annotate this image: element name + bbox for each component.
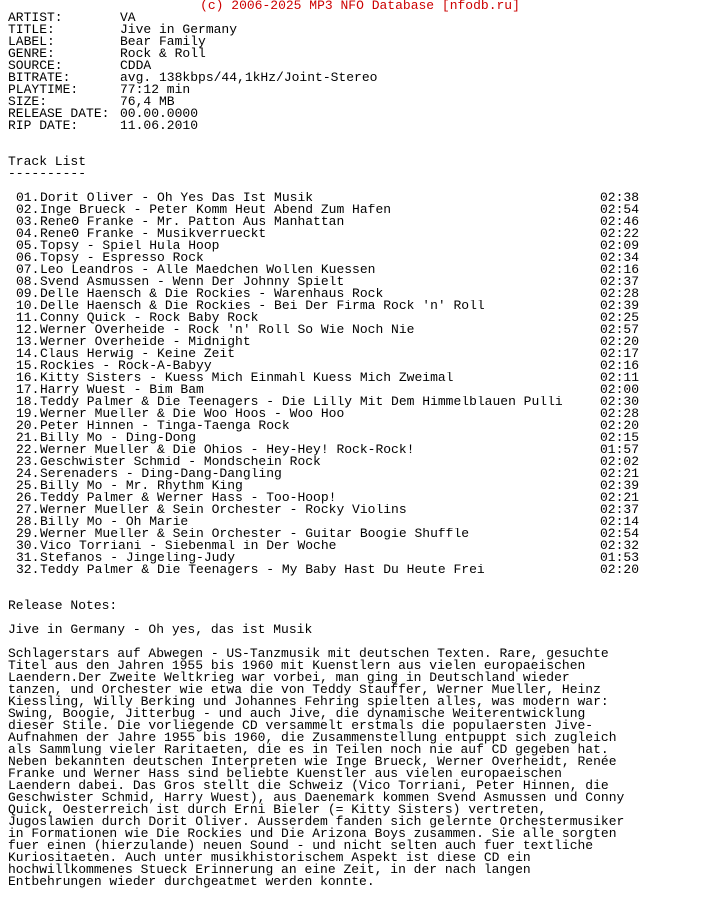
- info-row-release-date: [8, 108, 712, 120]
- track-number: 02.: [16, 202, 40, 217]
- track-row: [16, 192, 656, 204]
- track-title: Werner Mueller & Die Woo Hoos - Woo Hoo: [40, 408, 345, 420]
- track-row: [16, 288, 656, 300]
- track-number: 01.: [16, 190, 40, 205]
- info-row-bitrate: [8, 72, 712, 84]
- track-row: [16, 444, 656, 456]
- track-title: Inge Brueck - Peter Komm Heut Abend Zum Hafen: [40, 204, 392, 216]
- track-title: Claus Herwig - Keine Zeit: [40, 348, 236, 360]
- track-duration: 02:46: [600, 214, 640, 229]
- track-row: [16, 336, 656, 348]
- track-title: Harry Wuest - Bim Bam: [40, 384, 204, 396]
- info-label: GENRE:: [8, 46, 55, 61]
- track-number: 32.: [16, 562, 40, 577]
- release-notes-line: als Sammlung vieler Raritaeten, die es in Teilen noch nie auf CD gegeben hat.: [8, 742, 609, 757]
- info-row-title: [8, 24, 712, 36]
- track-duration: 02:17: [600, 346, 640, 361]
- track-duration: 02:21: [600, 466, 640, 481]
- track-duration: 02:37: [600, 502, 640, 517]
- track-row: [16, 276, 656, 288]
- info-value: Bear Family: [120, 34, 206, 49]
- track-row: [16, 360, 656, 372]
- track-row: [16, 312, 656, 324]
- release-notes-line: Laendern.Der Zweite Weltkrieg war vorbei, man ging in Deutschland wieder: [8, 670, 570, 685]
- track-duration: 02:09: [600, 238, 640, 253]
- track-title: Kitty Sisters - Kuess Mich Einmahl Kuess Mich Zweimal: [40, 372, 454, 384]
- track-row: [16, 552, 656, 564]
- track-title: Billy Mo - Oh Marie: [40, 516, 189, 528]
- track-number: 21.: [16, 430, 40, 445]
- track-duration: 02:20: [600, 562, 640, 577]
- track-title: Werner Mueller & Sein Orchester - Rocky Violins: [40, 504, 407, 516]
- info-label: SOURCE:: [8, 58, 63, 73]
- release-notes-line: in Formationen wie Die Rockies und Die Arizona Boys zusammen. Sie alle sorgten: [8, 826, 617, 841]
- info-value: CDDA: [120, 58, 152, 73]
- track-title: Stefanos - Jingeling-Judy: [40, 552, 236, 564]
- track-number: 03.: [16, 214, 40, 229]
- track-title: Geschwister Schmid - Mondschein Rock: [40, 456, 321, 468]
- track-row: [16, 516, 656, 528]
- info-value: 11.06.2010: [120, 118, 199, 133]
- track-number: 10.: [16, 298, 40, 313]
- track-title: Werner Overheide - Rock 'n' Roll So Wie Noch Nie: [40, 324, 415, 336]
- site-banner: (c) 2006-2025 MP3 NFO Database [nfodb.ru]: [200, 0, 520, 13]
- tracklist-heading: Track List: [8, 154, 87, 169]
- track-number: 05.: [16, 238, 40, 253]
- release-notes-line: dieser Stile. Die vorliegende CD versammelt erstmals die populaersten Jive-: [8, 718, 594, 733]
- track-duration: 02:39: [600, 478, 640, 493]
- release-notes-line: Neben bekannten deutschen Interpreten wie Inge Brueck, Werner Overheidt, Renée: [8, 754, 617, 769]
- track-duration: 02:21: [600, 490, 640, 505]
- track-number: 14.: [16, 346, 40, 361]
- track-number: 08.: [16, 274, 40, 289]
- track-title: Billy Mo - Ding-Dong: [40, 432, 197, 444]
- release-notes-line: hochwillkommenes Stueck Erinnerung an eine Zeit, in der nach langen: [8, 862, 531, 877]
- track-row: [16, 324, 656, 336]
- track-title: ReneΘ Franke - Musikverrueckt: [40, 228, 267, 240]
- track-number: 31.: [16, 550, 40, 565]
- release-notes-line: Quick, Oesterreich ist durch Erni Bieler (= Kitty Sisters) vertreten,: [8, 802, 547, 817]
- info-value: VA: [120, 10, 136, 25]
- track-number: 25.: [16, 478, 40, 493]
- track-title: Werner Mueller & Die Ohios - Hey-Hey! Rock-Rock!: [40, 444, 415, 456]
- track-title: Vico Torriani - Siebenmal in Der Woche: [40, 540, 337, 552]
- track-number: 07.: [16, 262, 40, 277]
- info-row-artist: [8, 12, 712, 24]
- track-duration: 02:14: [600, 514, 640, 529]
- track-duration: 02:54: [600, 526, 640, 541]
- tracklist-divider: ----------: [8, 166, 87, 181]
- track-row: [16, 348, 656, 360]
- track-duration: 02:16: [600, 262, 640, 277]
- track-duration: 02:02: [600, 454, 640, 469]
- info-value: Rock & Roll: [120, 46, 206, 61]
- info-row-rip-date: [8, 120, 712, 132]
- track-duration: 02:38: [600, 190, 640, 205]
- track-list: [16, 192, 656, 576]
- track-row: [16, 216, 656, 228]
- release-notes-line: Geschwister Schmid, Harry Wuest), aus Daenemark kommen Svend Asmussen und Conny: [8, 790, 625, 805]
- track-title: Rockies - Rock-A-Babyy: [40, 360, 212, 372]
- track-number: 22.: [16, 442, 40, 457]
- info-label: ARTIST:: [8, 10, 63, 25]
- track-duration: 02:39: [600, 298, 640, 313]
- track-duration: 02:22: [600, 226, 640, 241]
- track-duration: 02:15: [600, 430, 640, 445]
- track-title: Topsy - Spiel Hula Hoop: [40, 240, 220, 252]
- track-row: [16, 432, 656, 444]
- info-label: BITRATE:: [8, 70, 71, 85]
- track-number: 13.: [16, 334, 40, 349]
- info-row-playtime: [8, 84, 712, 96]
- track-title: Serenaders - Ding-Dang-Dangling: [40, 468, 282, 480]
- release-notes-line: Kiessling, Willy Berking und Johannes Fehring spielten alles, was modern war:: [8, 694, 609, 709]
- track-number: 29.: [16, 526, 40, 541]
- info-label: RELEASE DATE:: [8, 106, 110, 121]
- release-notes-line: Entbehrungen wieder durchgeatmet werden konnte.: [8, 874, 375, 889]
- info-value: 76,4 MB: [120, 94, 175, 109]
- info-value: Jive in Germany: [120, 22, 238, 37]
- track-title: ReneΘ Franke - Mr. Patton Aus Manhattan: [40, 216, 345, 228]
- track-row: [16, 264, 656, 276]
- track-number: 26.: [16, 490, 40, 505]
- track-duration: 02:28: [600, 406, 640, 421]
- track-number: 09.: [16, 286, 40, 301]
- track-number: 27.: [16, 502, 40, 517]
- release-notes-line: Kuriositaeten. Auch unter musikhistorischem Aspekt ist diese CD ein: [8, 850, 531, 865]
- info-label: LABEL:: [8, 34, 55, 49]
- track-duration: 02:32: [600, 538, 640, 553]
- track-duration: 02:54: [600, 202, 640, 217]
- info-value: 00.00.0000: [120, 106, 199, 121]
- track-row: [16, 492, 656, 504]
- track-duration: 02:28: [600, 286, 640, 301]
- track-title: Topsy - Espresso Rock: [40, 252, 204, 264]
- info-row-genre: [8, 48, 712, 60]
- track-row: [16, 564, 656, 576]
- track-number: 16.: [16, 370, 40, 385]
- track-duration: 02:20: [600, 418, 640, 433]
- track-number: 15.: [16, 358, 40, 373]
- track-row: [16, 372, 656, 384]
- track-title: Teddy Palmer & Die Teenagers - My Baby Hast Du Heute Frei: [40, 564, 485, 576]
- track-row: [16, 468, 656, 480]
- release-notes-heading: Release Notes:: [8, 598, 118, 613]
- track-title: Billy Mo - Mr. Rhythm King: [40, 480, 243, 492]
- track-row: [16, 420, 656, 432]
- track-duration: 02:20: [600, 334, 640, 349]
- info-label: PLAYTIME:: [8, 82, 79, 97]
- track-row: [16, 396, 656, 408]
- track-row: [16, 384, 656, 396]
- track-duration: 02:25: [600, 310, 640, 325]
- info-value: 77:12 min: [120, 82, 191, 97]
- track-number: 17.: [16, 382, 40, 397]
- track-number: 20.: [16, 418, 40, 433]
- track-number: 19.: [16, 406, 40, 421]
- track-duration: 02:37: [600, 274, 640, 289]
- track-number: 12.: [16, 322, 40, 337]
- release-notes-line: Jugoslawien durch Dorit Oliver. Ausserdem fanden sich gelernte Orchestermusiker: [8, 814, 625, 829]
- track-row: [16, 528, 656, 540]
- track-row: [16, 300, 656, 312]
- track-title: Werner Mueller & Sein Orchester - Guitar Boogie Shuffle: [40, 528, 470, 540]
- release-notes-body: [8, 648, 712, 888]
- track-duration: 02:00: [600, 382, 640, 397]
- track-number: 18.: [16, 394, 40, 409]
- track-number: 11.: [16, 310, 40, 325]
- release-info-block: [8, 12, 712, 132]
- track-duration: 02:16: [600, 358, 640, 373]
- info-value: avg. 138kbps/44,1kHz/Joint-Stereo: [120, 70, 378, 85]
- info-label: TITLE:: [8, 22, 55, 37]
- track-duration: 02:34: [600, 250, 640, 265]
- track-duration: 02:11: [600, 370, 640, 385]
- release-notes-line: Franke und Werner Hass sind beliebte Kuenstler aus vielen europaeischen: [8, 766, 562, 781]
- track-title: Teddy Palmer & Die Teenagers - Die Lilly Mit Dem Himmelblauen Pulli: [40, 396, 563, 408]
- track-row: [16, 204, 656, 216]
- track-title: Delle Haensch & Die Rockies - Warenhaus Rock: [40, 288, 384, 300]
- track-row: [16, 408, 656, 420]
- track-row: [16, 240, 656, 252]
- info-row-label: [8, 36, 712, 48]
- track-row: [16, 228, 656, 240]
- track-row: [16, 504, 656, 516]
- track-title: Dorit Oliver - Oh Yes Das Ist Musik: [40, 192, 314, 204]
- track-title: Teddy Palmer & Werner Hass - Too-Hoop!: [40, 492, 337, 504]
- track-title: Conny Quick - Rock Baby Rock: [40, 312, 259, 324]
- release-notes-subtitle: Jive in Germany - Oh yes, das ist Musik: [8, 622, 313, 637]
- track-number: 23.: [16, 454, 40, 469]
- track-number: 06.: [16, 250, 40, 265]
- release-notes-line: Aufnahmen der Jahre 1955 bis 1960, die Zusammenstellung entpuppt sich zugleich: [8, 730, 617, 745]
- info-label: SIZE:: [8, 94, 48, 109]
- track-title: Delle Haensch & Die Rockies - Bei Der Firma Rock 'n' Roll: [40, 300, 485, 312]
- track-row: [16, 480, 656, 492]
- release-notes-line: fuer einen (hierzulande) neuen Sound - und nicht selten auch fuer textliche: [8, 838, 594, 853]
- track-duration: 01:53: [600, 550, 640, 565]
- track-number: 28.: [16, 514, 40, 529]
- track-title: Werner Overheide - Midnight: [40, 336, 251, 348]
- track-title: Svend Asmussen - Wenn Der Johnny Spielt: [40, 276, 345, 288]
- track-title: Leo Leandros - Alle Maedchen Wollen Kuessen: [40, 264, 376, 276]
- track-duration: 02:30: [600, 394, 640, 409]
- track-number: 24.: [16, 466, 40, 481]
- track-duration: 01:57: [600, 442, 640, 457]
- track-row: [16, 540, 656, 552]
- release-notes-line: tanzen, und Orchester wie etwa die von Teddy Stauffer, Werner Mueller, Heinz: [8, 682, 601, 697]
- info-label: RIP DATE:: [8, 118, 79, 133]
- info-row-size: [8, 96, 712, 108]
- track-row: [16, 252, 656, 264]
- release-notes-line: Schlagerstars auf Abwegen - US-Tanzmusik mit deutschen Texten. Rare, gesuchte: [8, 646, 609, 661]
- release-notes-line: Swing, Boogie, Jitterbug - und auch Jive, die dynamische Weiterentwicklung: [8, 706, 586, 721]
- track-number: 30.: [16, 538, 40, 553]
- release-notes-line: Laendern dabei. Das Gros stellt die Schweiz (Vico Torriani, Peter Hinnen, die: [8, 778, 609, 793]
- track-number: 04.: [16, 226, 40, 241]
- release-notes-line: Titel aus den Jahren 1955 bis 1960 mit Kuenstlern aus vielen europaeischen: [8, 658, 586, 673]
- track-title: Peter Hinnen - Tinga-Taenga Rock: [40, 420, 290, 432]
- track-row: [16, 456, 656, 468]
- track-duration: 02:57: [600, 322, 640, 337]
